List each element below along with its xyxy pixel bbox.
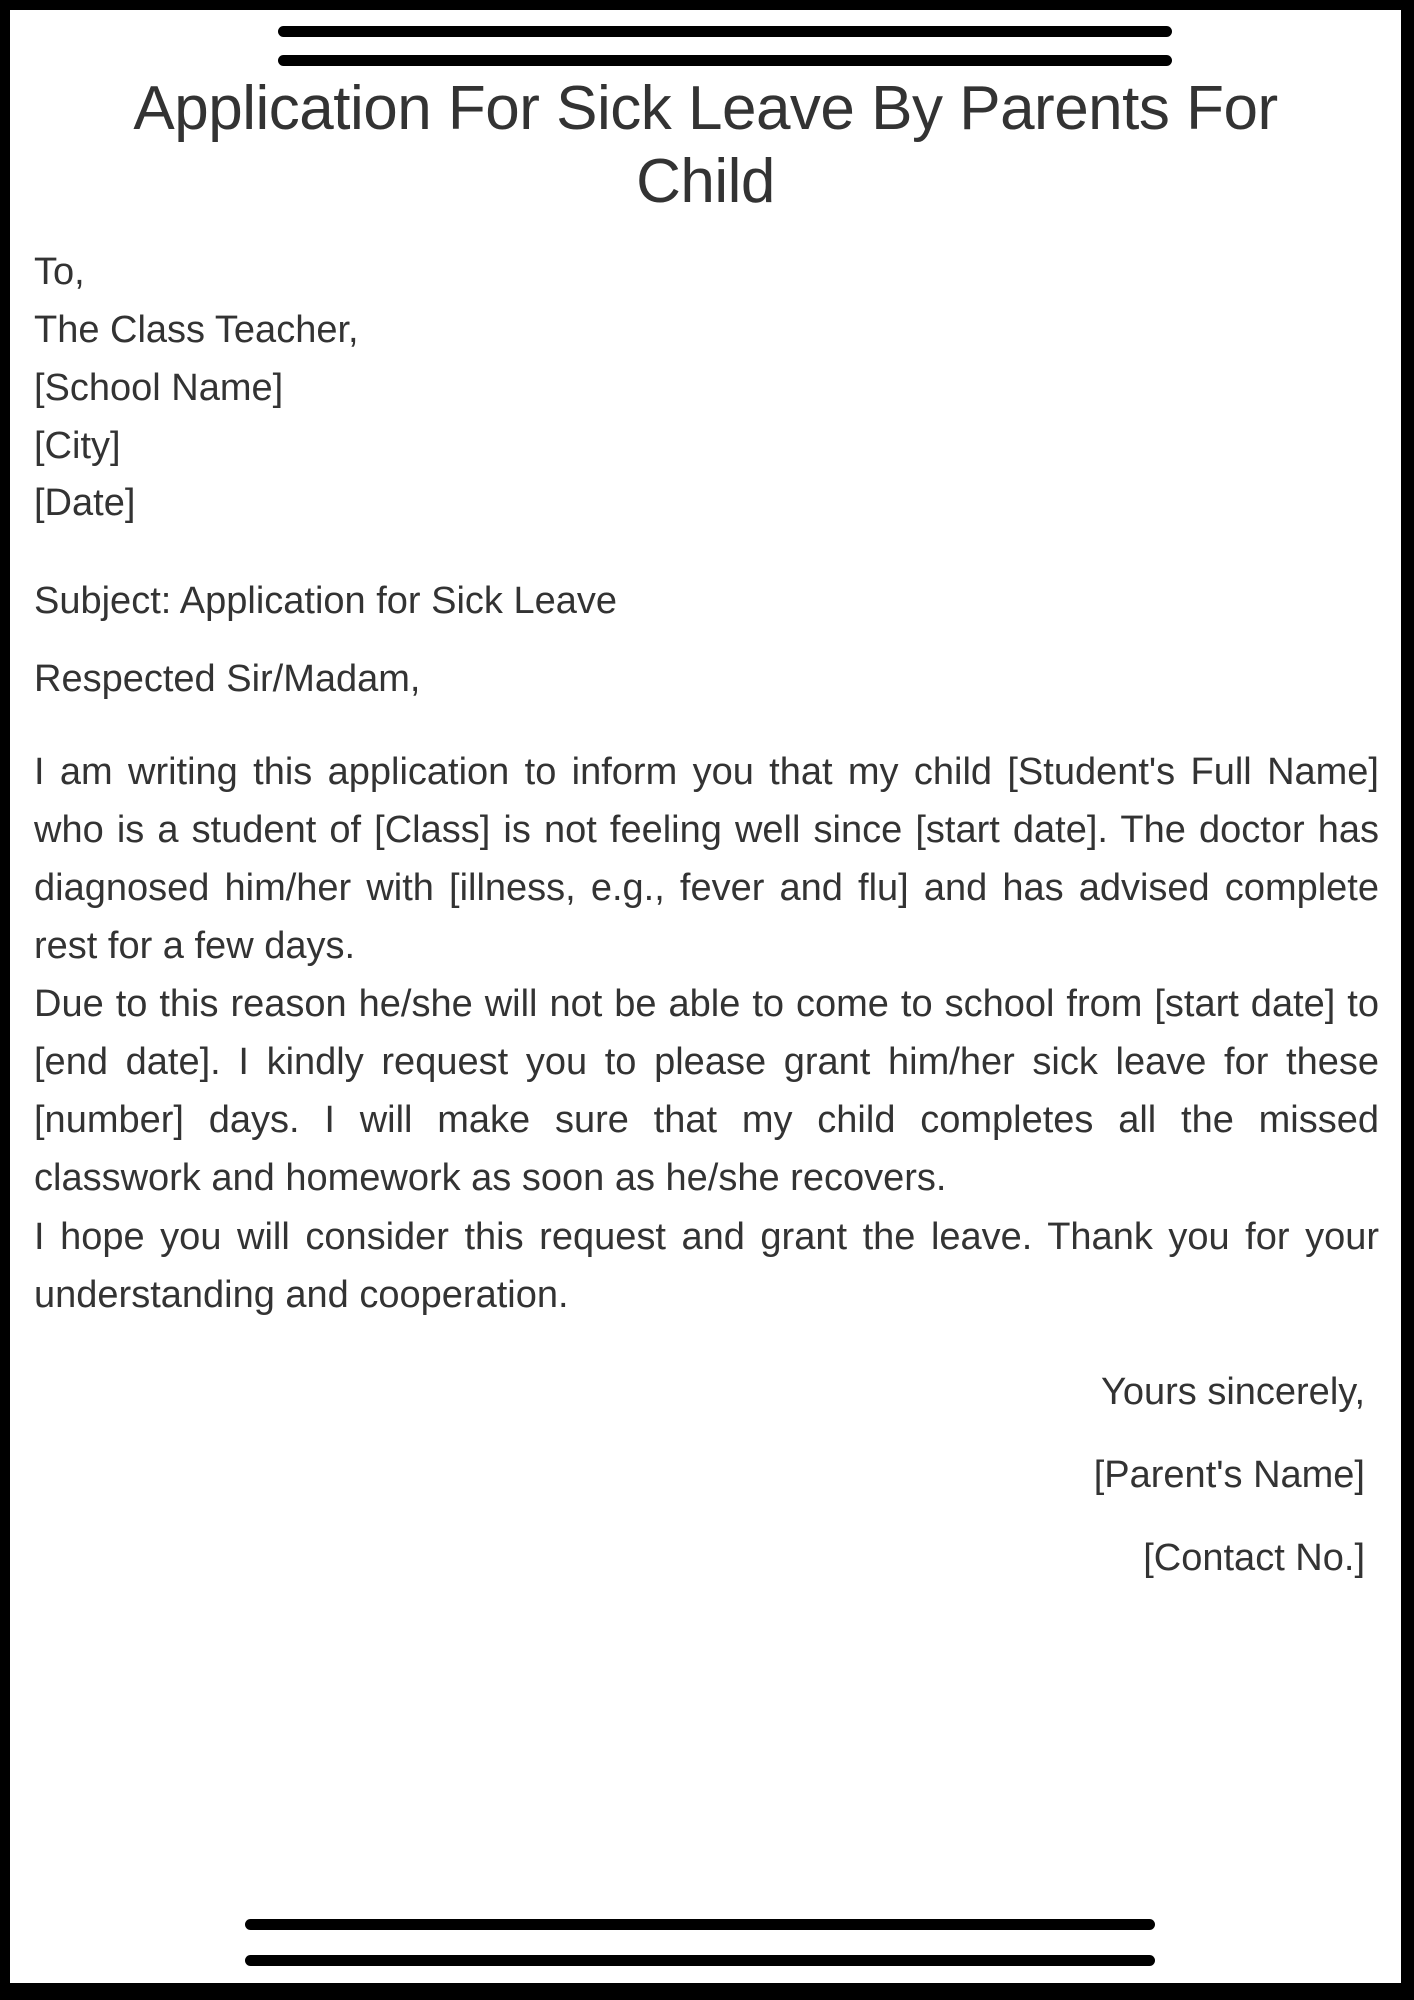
subject-line: Subject: Application for Sick Leave: [34, 580, 618, 623]
top-decorative-rule-2: [278, 55, 1172, 66]
address-city: [City]: [34, 424, 121, 467]
address-recipient: The Class Teacher,: [34, 309, 359, 352]
address-date: [Date]: [34, 482, 136, 525]
spacer-after-address: [34, 533, 1379, 573]
address-to-label: To,: [34, 251, 85, 294]
bottom-decorative-rule-2: [245, 1955, 1155, 1966]
signature-contact-number: [Contact No.]: [1143, 1536, 1365, 1579]
document-content: [10, 72, 1401, 1587]
spacer-after-salutation: [34, 709, 1379, 743]
letter-body: [24, 244, 1387, 1587]
body-paragraph-2: Due to this reason he/she will not be able to come to school from [start date] to [end date]. I kindly request you to please grant him/her sick leave for these [number] days. I will make sure that my child completes all the missed classwork and homework as soon as he/she recovers.: [34, 983, 1379, 1200]
signature-block: [34, 1364, 1379, 1587]
body-paragraph-1: I am writing this application to inform you that my child [Student's Full Name] who is a student of [Class] is not feeling well since [start date]. The doctor has diagnosed him/her with [illness, e.g., fever and flu] and has advised complete rest for a few days.: [34, 750, 1379, 967]
address-school-name: [School Name]: [34, 366, 284, 409]
bottom-decorative-rule-1: [245, 1919, 1155, 1930]
address-block: [34, 244, 1379, 533]
page-title: Application For Sick Leave By Parents For Child: [133, 74, 1278, 217]
body-paragraph-3: I hope you will consider this request and grant the leave. Thank you for your understanding and cooperation.: [34, 1215, 1379, 1316]
salutation-line: Respected Sir/Madam,: [34, 657, 421, 700]
signature-closing: Yours sincerely,: [1100, 1370, 1365, 1413]
top-decorative-rule-1: [278, 26, 1172, 37]
document-sheet: [10, 10, 1401, 1983]
signature-parent-name: [Parent's Name]: [1093, 1453, 1365, 1496]
spacer-after-subject: [34, 631, 1379, 651]
